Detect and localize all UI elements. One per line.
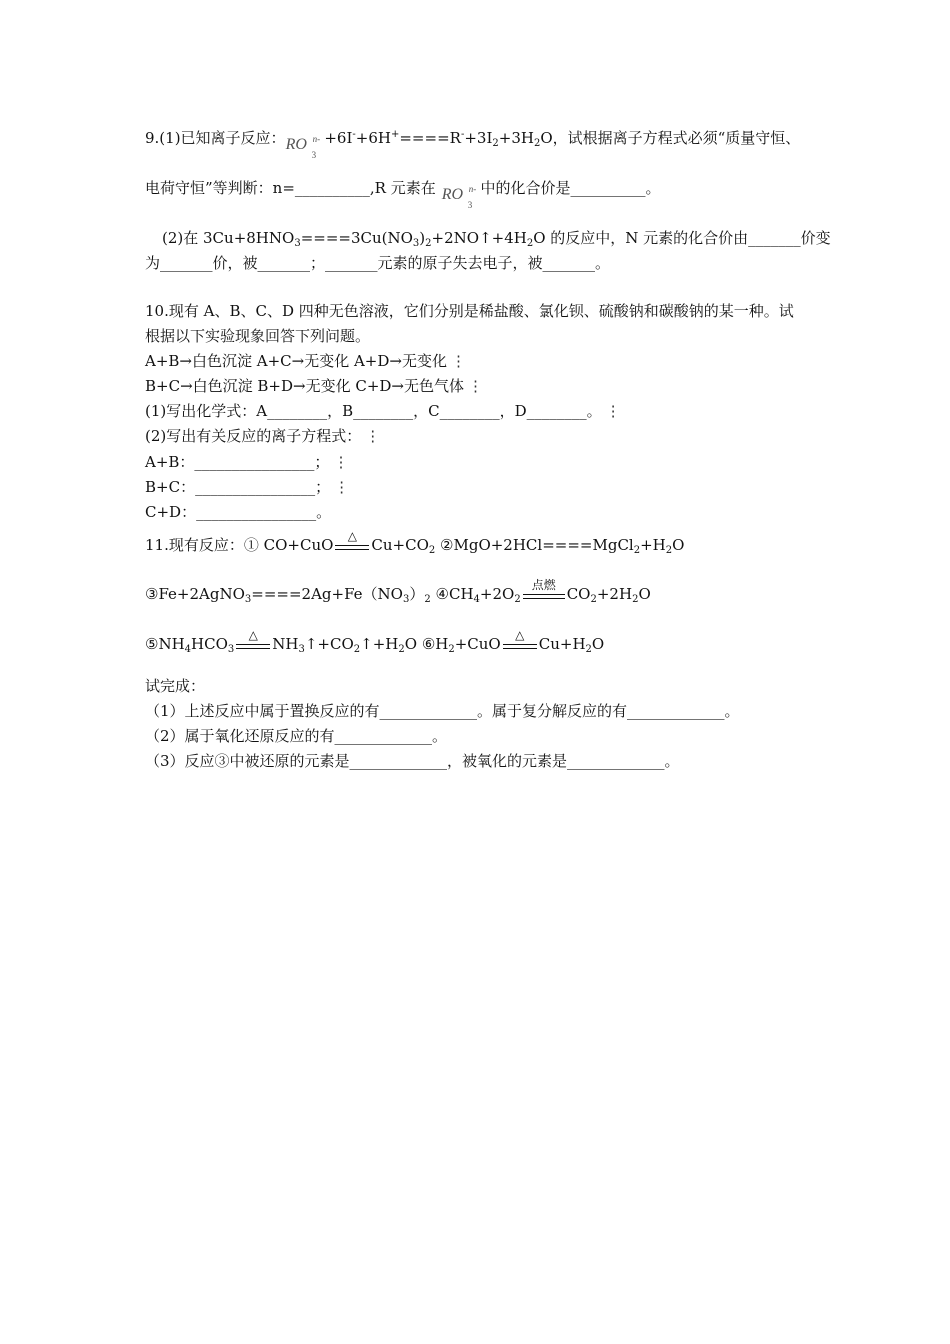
q10-answer-ab: A+B：________________； ⋮ [145, 453, 349, 471]
q10-observation-2: B+C→白色沉淀 B+D→无变化 C+D→无色气体 ⋮ [145, 377, 484, 395]
q9-part2-line1: (2)在 $3Cu+8HNO_3====3Cu(NO_3)_2+2NO↑+4H_2O$ 的反应中，N 元素的化合价由_______价变 [162, 229, 831, 249]
q11-reactions-2: $③Fe+2AgNO_3====2Ag+Fe(NO_3)_2$ $④CH_4+2O_2$ 点燃 $CO_2+2H_2O$ [145, 578, 651, 605]
q9-text: 9.(1)已知离子反应： [145, 129, 286, 147]
q10-question-2: (2)写出有关反应的离子方程式： ⋮ [145, 427, 381, 445]
ro3-formula: RO n- 3 [285, 134, 321, 160]
ro3-formula-2: RO n- 3 [441, 184, 477, 210]
q10-observation-1: A+B→白色沉淀 A+C→无变化 A+D→无变化 ⋮ [145, 352, 466, 370]
q9-line1: 9.(1)已知离子反应： RO n- 3 $+6I^-+6H^+====R^-+3I_2+3H_2O$，试根据离子方程式必须“质量守恒、 [145, 129, 801, 160]
q11-task-heading: 试完成： [145, 677, 206, 695]
q11-task-3: （3）反应③中被还原的元素是_____________，被氧化的元素是_____________。 [145, 752, 680, 770]
heat-condition-3: △ [501, 633, 539, 653]
q10-question-1: (1)写出化学式：A________，B________，C________，D________。 ⋮ [145, 402, 621, 420]
q10-intro-2: 根据以下实验现象回答下列问题。 [145, 327, 371, 345]
q9-line2: 电荷守恒”等判断：n=__________,R 元素在 RO n- 3 中的化合价是__________。 [145, 179, 661, 210]
q10-intro-1: 10.现有 A、B、C、D 四种无色溶液，它们分别是稀盐酸、氯化钡、硫酸钠和碳酸钠的某一种。试 [145, 302, 794, 320]
heat-condition-2: △ [234, 633, 272, 653]
q10-answer-bc: B+C：________________； ⋮ [145, 478, 350, 496]
q10-answer-cd: C+D：________________。 [145, 503, 332, 521]
q11-task-2: （2）属于氧化还原反应的有_____________。 [145, 727, 448, 745]
q9-part2-line2: 为_______价，被_______；_______元素的原子失去电子，被_______。 [145, 254, 611, 272]
q11-task-1: （1）上述反应中属于置换反应的有_____________。属于复分解反应的有_____________。 [145, 702, 740, 720]
heat-condition: △ [333, 534, 371, 554]
q11-reactions-1: 11.现有反应：① CO+CuO △ $Cu+CO_2$ $②MgO+2HCl====MgCl_2+H_2O$ [145, 529, 685, 556]
q11-reactions-3: $⑤NH_4HCO_3$ △ $NH_3↑+CO_2↑+H_2O$ $⑥H_2+CuO$ △ $Cu+H_2O$ [145, 628, 605, 655]
ignite-condition: 点燃 [521, 583, 567, 603]
